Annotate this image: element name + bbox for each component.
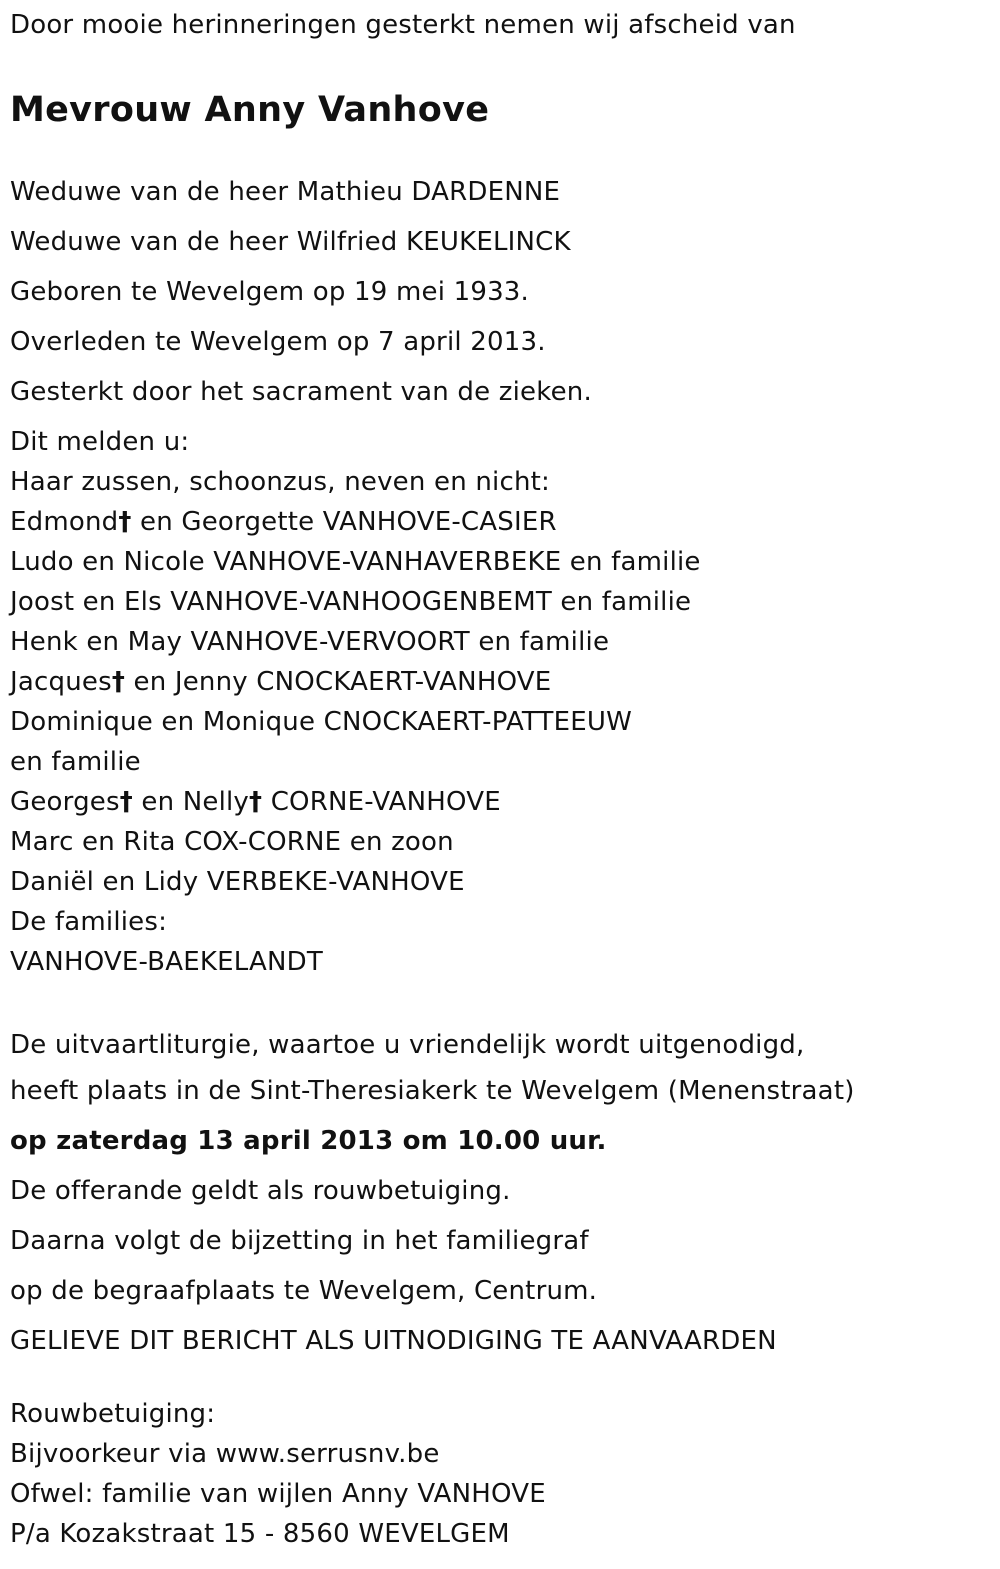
condolences-heading: Rouwbetuiging: [10,1399,216,1429]
family-line: Marc en Rita COX-CORNE en zoon [10,827,454,857]
cross-icon: † [111,667,126,697]
family-line: Ludo en Nicole VANHOVE-VANHAVERBEKE en familie [10,547,701,577]
detail-line: Weduwe van de heer Wilfried KEUKELINCK [10,227,571,257]
funeral-section [10,1024,990,1366]
family-line: Edmond† en Georgette VANHOVE-CASIER [10,507,557,537]
announcement-section [10,422,990,982]
detail-line: Geboren te Wevelgem op 19 mei 1933. [10,277,530,307]
funeral-line: GELIEVE DIT BERICHT ALS UITNODIGING TE AANVAARDEN [10,1326,777,1356]
family-line: Georges† en Nelly† CORNE-VANHOVE [10,787,501,817]
obituary-notice [10,0,990,1554]
family-line: en familie [10,747,141,777]
details-section [10,167,990,417]
funeral-line: op de begraafplaats te Wevelgem, Centrum. [10,1276,598,1306]
funeral-line: De uitvaartliturgie, waartoe u vriendelijk wordt uitgenodigd, [10,1030,805,1060]
family-line: Dominique en Monique CNOCKAERT-PATTEEUW [10,707,633,737]
intro-text: Door mooie herinneringen gesterkt nemen wij afscheid van [10,10,796,40]
family-line: De families: [10,907,168,937]
funeral-line: De offerande geldt als rouwbetuiging. [10,1176,511,1206]
family-line: Daniël en Lidy VERBEKE-VANHOVE [10,867,465,897]
spacer [10,982,990,1022]
family-line: Jacques† en Jenny CNOCKAERT-VANHOVE [10,667,552,697]
cross-icon: † [118,507,132,537]
spacer [10,1366,990,1394]
funeral-line: heeft plaats in de Sint-Theresiakerk te Wevelgem (Menenstraat) [10,1076,855,1106]
announcement-subheading: Haar zussen, schoonzus, neven en nicht: [10,467,550,497]
funeral-line: Daarna volgt de bijzetting in het familiegraf [10,1226,589,1256]
cross-icon: † [249,787,263,817]
family-line: Joost en Els VANHOVE-VANHOOGENBEMT en familie [10,587,692,617]
detail-line: Gesterkt door het sacrament van de zieken. [10,377,592,407]
family-line: Henk en May VANHOVE-VERVOORT en familie [10,627,610,657]
detail-line: Weduwe van de heer Mathieu DARDENNE [10,177,561,207]
condolences-line: P/a Kozakstraat 15 - 8560 WEVELGEM [10,1519,510,1549]
condolences-line: Ofwel: familie van wijlen Anny VANHOVE [10,1479,546,1509]
condolences-section [10,1394,990,1554]
family-line: VANHOVE-BAEKELANDT [10,947,323,977]
detail-line: Overleden te Wevelgem op 7 april 2013. [10,327,546,357]
funeral-date: op zaterdag 13 april 2013 om 10.00 uur. [10,1126,607,1156]
condolences-line: Bijvoorkeur via www.serrusnv.be [10,1439,440,1469]
cross-icon: † [119,787,133,817]
deceased-name: Mevrouw Anny Vanhove [10,90,490,130]
announcement-heading: Dit melden u: [10,427,190,457]
